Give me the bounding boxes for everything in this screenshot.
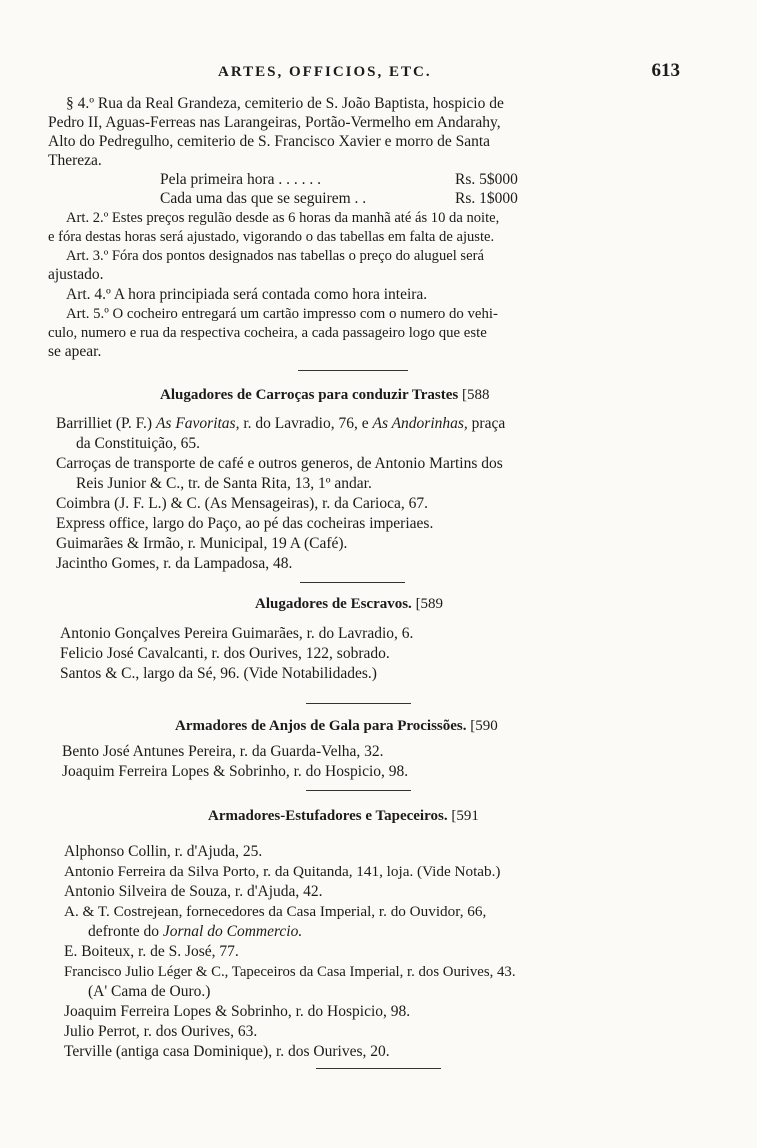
fare-price: Rs. 5$000 — [455, 171, 518, 188]
section-heading — [255, 594, 443, 614]
divider — [298, 370, 408, 371]
intro-line: § 4.º Rua da Real Grandeza, cemiterio de S. João Baptista, hospicio de — [66, 95, 504, 112]
list-item: Joaquim Ferreira Lopes & Sobrinho, r. do Hospicio, 98. — [64, 1003, 411, 1020]
section-title: Alugadores de Carroças para conduzir Trastes — [160, 387, 459, 403]
intro-line: Thereza. — [48, 152, 102, 169]
section-code: [590 — [470, 718, 498, 734]
section-title: Armadores de Anjos de Gala para Procissões. — [175, 718, 467, 734]
page-number: 613 — [651, 60, 680, 81]
list-item: Reis Junior & C., tr. de Santa Rita, 13, 1º andar. — [76, 475, 372, 492]
section-code: [589 — [415, 596, 444, 612]
article-line: Art. 4.º A hora principiada será contada como hora inteira. — [66, 286, 428, 303]
article-line: culo, numero e rua da respectiva cocheira, a cada passageiro logo que este — [48, 325, 487, 341]
section-heading — [160, 385, 489, 405]
fare-label: Pela primeira hora . . . . . . — [160, 171, 321, 188]
list-item: Express office, largo do Paço, ao pé das cocheiras imperiaes. — [56, 515, 434, 532]
fare-price: Rs. 1$000 — [455, 190, 518, 207]
list-item: Francisco Julio Léger & C., Tapeceiros da Casa Imperial, r. dos Ourives, 43. — [64, 964, 516, 980]
article-line: Art. 5.º O cocheiro entregará um cartão impresso com o numero do vehi- — [66, 306, 498, 322]
section-title: Armadores-Estufadores e Tapeceiros. — [208, 808, 448, 824]
article-line: Art. 2.º Estes preços regulão desde as 6 horas da manhã até ás 10 da noite, — [66, 210, 500, 226]
list-item: Coimbra (J. F. L.) & C. (As Mensageiras), r. da Carioca, 67. — [56, 495, 428, 512]
list-item: Bento José Antunes Pereira, r. da Guarda-Velha, 32. — [62, 743, 384, 760]
intro-line: Alto do Pedregulho, cemiterio de S. Francisco Xavier e morro de Santa — [48, 133, 491, 150]
list-item: E. Boiteux, r. de S. José, 77. — [64, 943, 239, 960]
list-item: Alphonso Collin, r. d'Ajuda, 25. — [64, 843, 263, 860]
divider — [306, 703, 411, 704]
list-item: (A' Cama de Ouro.) — [88, 983, 211, 1000]
article-line: Art. 3.º Fóra dos pontos designados nas tabellas o preço do aluguel será — [66, 248, 484, 264]
list-item: Joaquim Ferreira Lopes & Sobrinho, r. do Hospicio, 98. — [62, 763, 409, 780]
divider — [300, 582, 405, 583]
list-item: Guimarães & Irmão, r. Municipal, 19 A (Café). — [56, 535, 348, 552]
header-title: ARTES, OFFICIOS, ETC. — [218, 64, 432, 80]
section-title: Alugadores de Escravos. — [255, 596, 412, 612]
list-item: Felicio José Cavalcanti, r. dos Ourives, 122, sobrado. — [60, 645, 390, 662]
list-item: Antonio Gonçalves Pereira Guimarães, r. do Lavradio, 6. — [60, 625, 414, 642]
running-header — [48, 60, 698, 86]
list-item: Santos & C., largo da Sé, 96. (Vide Notabilidades.) — [60, 665, 377, 682]
list-item: Jacintho Gomes, r. da Lampadosa, 48. — [56, 555, 293, 572]
article-line: se apear. — [48, 343, 102, 360]
article-line: ajustado. — [48, 266, 104, 283]
list-item: A. & T. Costrejean, fornecedores da Casa Imperial, r. do Ouvidor, 66, — [64, 903, 487, 920]
list-item: Julio Perrot, r. dos Ourives, 63. — [64, 1023, 258, 1040]
list-item: Antonio Ferreira da Silva Porto, r. da Quitanda, 141, loja. (Vide Notab.) — [64, 863, 501, 880]
list-item: Terville (antiga casa Dominique), r. dos Ourives, 20. — [64, 1043, 390, 1060]
intro-line: Pedro II, Aguas-Ferreas nas Larangeiras, Portão-Vermelho em Andarahy, — [48, 114, 501, 131]
section-code: [588 — [461, 387, 490, 403]
list-item: defronte do Jornal do Commercio. — [88, 923, 303, 940]
section-heading — [208, 806, 479, 826]
fare-label: Cada uma das que se seguirem . . — [160, 190, 367, 207]
list-item: Carroças de transporte de café e outros generos, de Antonio Martins dos — [56, 455, 503, 472]
divider — [316, 1068, 441, 1069]
list-item: Barrilliet (P. F.) As Favoritas, r. do Lavradio, 76, e As Andorinhas, praça — [56, 415, 506, 432]
divider — [306, 790, 411, 791]
list-item: da Constituição, 65. — [76, 435, 200, 452]
section-code: [591 — [451, 808, 479, 824]
section-heading — [175, 716, 498, 736]
article-line: e fóra destas horas será ajustado, vigorando o das tabellas em falta de ajuste. — [48, 229, 495, 245]
list-item: Antonio Silveira de Souza, r. d'Ajuda, 42. — [64, 883, 323, 900]
